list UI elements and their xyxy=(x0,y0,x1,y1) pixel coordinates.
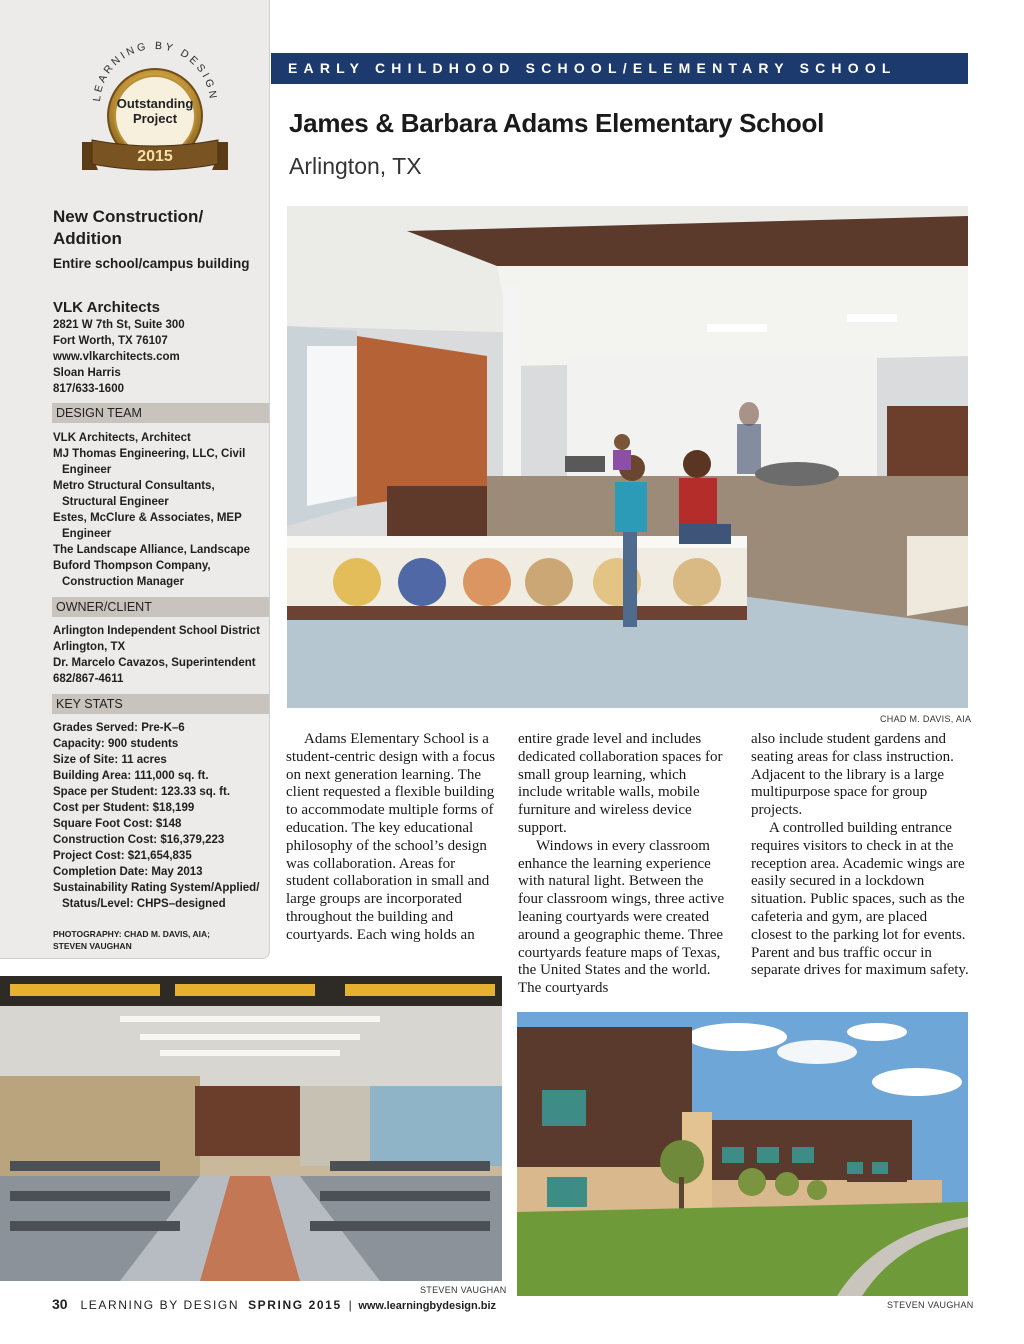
article-location: Arlington, TX xyxy=(289,153,422,179)
firm-details: 2821 W 7th St, Suite 300 Fort Worth, TX 76107 www.vlkarchitects.com Sloan Harris 817/633-1600 xyxy=(53,319,185,395)
firm-name: VLK Architects xyxy=(53,299,160,316)
cafeteria-photo xyxy=(0,976,502,1281)
design-team-heading: DESIGN TEAM xyxy=(52,403,269,423)
award-badge-icon xyxy=(80,34,230,186)
design-team-list: VLK Architects, Architect MJ Thomas Engineering, LLC, Civil Engineer Metro Structural Consultants, Structural Engineer Estes, McClure & Associates, MEP Engineer The Landscape Alliance, Landscape Buford Thompson Company, Construction Manager xyxy=(53,432,251,588)
magazine-name: LEARNING BY DESIGN xyxy=(80,1298,240,1312)
project-subcategory: Entire school/campus building xyxy=(53,256,250,271)
owner-client-list: Arlington Independent School District Arlington, TX Dr. Marcelo Cavazos, Superintendent 682/867-4611 xyxy=(53,625,260,685)
exterior-photo xyxy=(517,1012,968,1296)
footer-separator: | xyxy=(348,1298,354,1312)
article-column-3: also include student gardens and seating areas for class instruction. Adjacent to the library is a large multipurpose space for group projects. A controlled building entrance requires visitors to check in at the reception area. Academic wings are easily secured in a lockdown situation. Public spaces, such as the cafeteria and gym, are placed closest to the parking lot for events. Parent and bus traffic occur in separate drives for maximum safety. xyxy=(751,731,969,979)
article-title: James & Barbara Adams Elementary School xyxy=(289,108,825,138)
category-bar: EARLY CHILDHOOD SCHOOL/ELEMENTARY SCHOOL xyxy=(271,53,968,84)
key-stats-list: Grades Served: Pre-K–6 Capacity: 900 students Size of Site: 11 acres Building Area: 111,000 sq. ft. Space per Student: 123.33 sq. ft. Cost per Student: $18,199 Square Foot Cost: $148 Construction Cost: $16,379,223 Project Cost: $21,654,835 Completion Date: May 2013 Sustainability Rating System/Applied/ Status/Level: CHPS–designed xyxy=(53,722,260,910)
photography-credit: PHOTOGRAPHY: CHAD M. DAVIS, AIA; STEVEN VAUGHAN xyxy=(53,929,210,951)
project-category: New Construction/ Addition xyxy=(53,207,204,248)
page-number: 30 xyxy=(52,1296,68,1312)
main-photo-credit: CHAD M. DAVIS, AIA xyxy=(880,714,972,724)
cafeteria-photo-credit: STEVEN VAUGHAN xyxy=(420,1285,507,1295)
svg-text:Project: Project xyxy=(132,111,178,126)
footer-website[interactable]: www.learningbydesign.biz xyxy=(358,1300,497,1312)
article-column-1: Adams Elementary School is a student-centric design with a focus on next generation learning. The client requested a flexible building to accommodate multiple forms of education. The key educational philosophy of the school’s design was collaboration. Areas for student collaboration in small and large groups are incorporated throughout the building and courtyards. Each wing holds an xyxy=(286,731,496,943)
interior-photo xyxy=(287,206,968,708)
svg-text:2015: 2015 xyxy=(137,148,173,165)
badge-arc-text: LEARNING BY DESIGN xyxy=(90,39,220,103)
exterior-photo-credit: STEVEN VAUGHAN xyxy=(887,1300,974,1310)
owner-client-heading: OWNER/CLIENT xyxy=(52,597,269,617)
page-footer xyxy=(52,1296,496,1312)
article-column-2: entire grade level and includes dedicated collaboration spaces for small group learning, which include writable walls, mobile furniture and wireless device support. Windows in every classroom enhance the learning experience with natural light. Between the four classroom wings, three active leaning courtyards were created around a geographic theme. Three courtyards feature maps of Texas, the United States and the world. The courtyards xyxy=(518,731,725,997)
issue-label: SPRING 2015 xyxy=(248,1298,342,1312)
key-stats-heading: KEY STATS xyxy=(52,694,269,714)
svg-text:Outstanding: Outstanding xyxy=(116,96,194,111)
